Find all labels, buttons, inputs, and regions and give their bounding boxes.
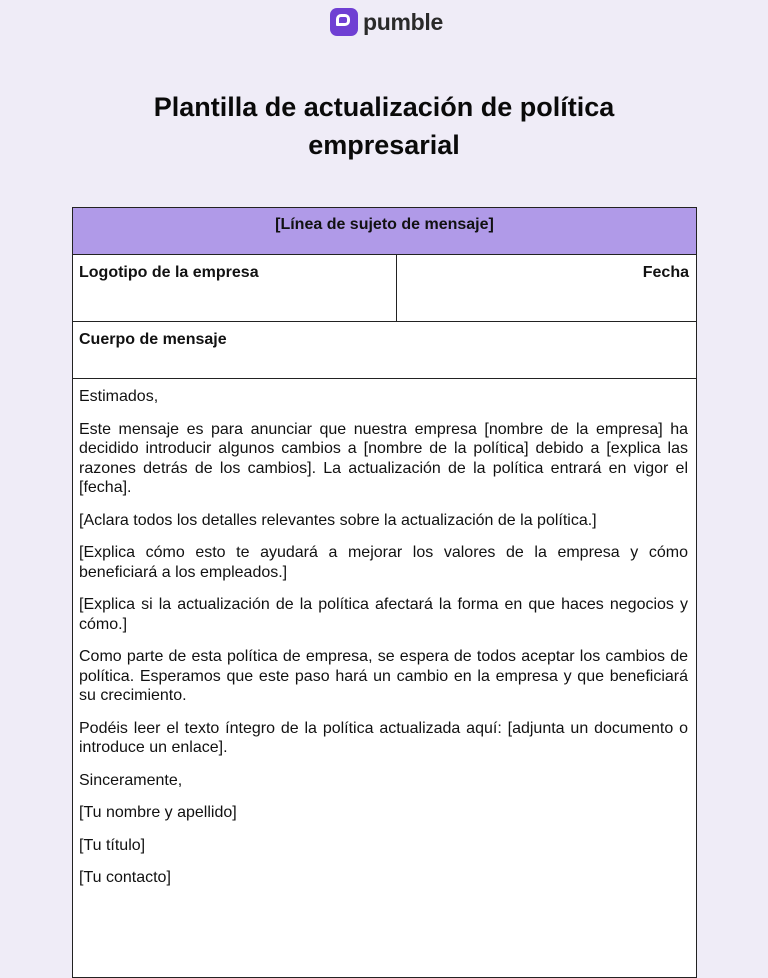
paragraph: [Tu contacto] bbox=[79, 869, 171, 886]
paragraph: Estimados, bbox=[79, 388, 159, 405]
template-table bbox=[72, 207, 697, 978]
paragraph: [Explica cómo esto te ayudará a mejorar los valores de la empresa y cómo beneficiará a los empleados.] bbox=[79, 544, 688, 581]
message-body bbox=[73, 379, 697, 978]
paragraph: Sinceramente, bbox=[79, 771, 183, 789]
paragraph: [Tu título] bbox=[79, 836, 146, 854]
paragraph: [Tu nombre y apellido] bbox=[79, 804, 237, 821]
paragraph: [Aclara todos los detalles relevantes sobre la actualización de la política.] bbox=[79, 511, 597, 529]
paragraph: Este mensaje es para anunciar que nuestra empresa [nombre de la empresa] ha decidido introducir algunos cambios a [nombre de la política] debido a [explica las razones detrás de los cambios]. La actualización de la política entrará en vigor el [fecha]. bbox=[79, 420, 688, 496]
body-label: Cuerpo de mensaje bbox=[73, 322, 697, 379]
pumble-logo-icon bbox=[330, 8, 358, 36]
brand-name: pumble bbox=[363, 8, 443, 35]
company-logo-label: Logotipo de la empresa bbox=[73, 255, 397, 322]
paragraph: [Explica si la actualización de la política afectará la forma en que haces negocios y cómo.] bbox=[79, 596, 688, 633]
date-label: Fecha bbox=[397, 255, 697, 322]
page-title: Plantilla de actualización de política empresarial bbox=[153, 92, 615, 160]
subject-line: [Línea de sujeto de mensaje] bbox=[73, 208, 697, 255]
paragraph: Podéis leer el texto íntegro de la política actualizada aquí: [adjunta un documento o introduce un enlace]. bbox=[79, 719, 688, 756]
brand-logo bbox=[330, 8, 443, 36]
paragraph: Como parte de esta política de empresa, se espera de todos aceptar los cambios de política. Esperamos que este paso hará un cambio en la empresa y que beneficiará su crecimiento. bbox=[79, 648, 688, 704]
